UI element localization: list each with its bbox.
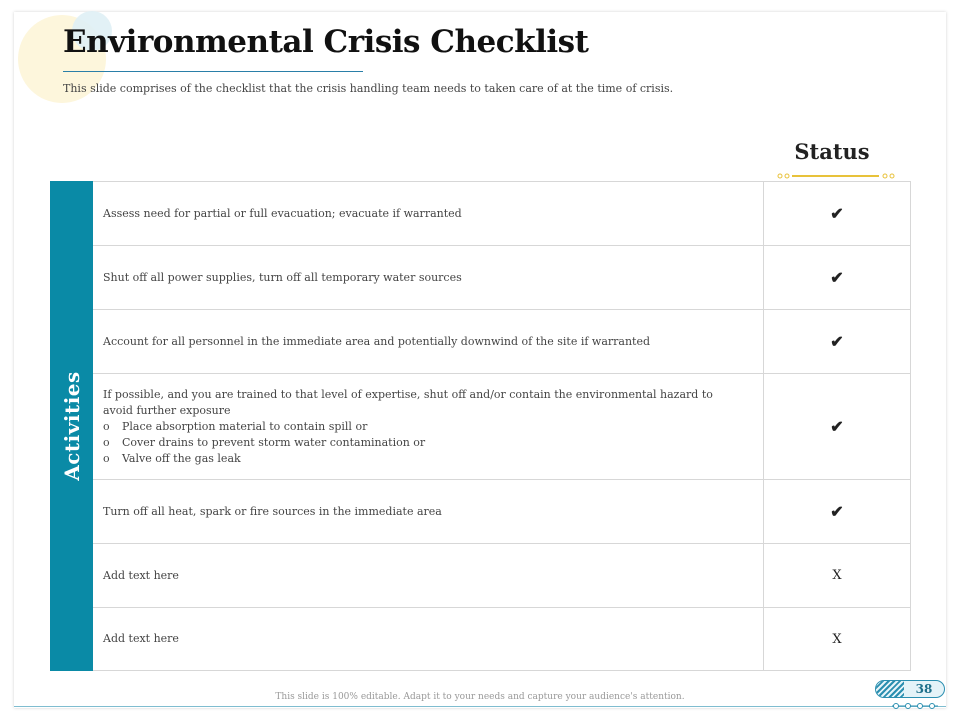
- table-row: [93, 246, 910, 310]
- table-row: [93, 608, 910, 670]
- table-row: [93, 182, 910, 246]
- status-column-header: Status: [794, 139, 870, 164]
- table-row: [93, 544, 910, 608]
- table-row: [93, 310, 910, 374]
- cross-mark: X: [832, 568, 842, 583]
- activity-cell: [93, 480, 763, 543]
- title-underline: [63, 71, 363, 72]
- subitem-text: Place absorption material to contain spill or: [122, 419, 368, 433]
- activities-sidebar: [50, 181, 93, 671]
- status-cell: [763, 182, 910, 245]
- page-title: Environmental Crisis Checklist: [63, 24, 589, 60]
- page-number-badge: [875, 680, 945, 698]
- activity-cell: [93, 246, 763, 309]
- list-item: [103, 419, 753, 435]
- checkmark-icon: ✔: [830, 204, 844, 223]
- footer-divider: [14, 706, 946, 707]
- checkmark-icon: ✔: [830, 502, 844, 521]
- activity-cell: [93, 182, 763, 245]
- hatch-pattern-icon: [876, 681, 904, 697]
- activity-text: Account for all personnel in the immediate area and potentially downwind of the site if warranted: [103, 334, 651, 348]
- list-item: [103, 451, 753, 467]
- status-cell: [763, 608, 910, 670]
- status-cell: [763, 544, 910, 607]
- checkmark-icon: ✔: [830, 332, 844, 351]
- subitem-text: Valve off the gas leak: [122, 451, 241, 465]
- checkmark-icon: ✔: [830, 268, 844, 287]
- activity-cell: [93, 544, 763, 607]
- activity-text: Assess need for partial or full evacuation; evacuate if warranted: [103, 206, 462, 220]
- bullet-icon: o: [103, 451, 110, 465]
- activity-cell: [93, 310, 763, 373]
- subitem-text: Cover drains to prevent storm water contamination or: [122, 435, 426, 449]
- status-cell: [763, 246, 910, 309]
- bullet-icon: o: [103, 435, 110, 449]
- cross-mark: X: [832, 631, 842, 647]
- status-cell: [763, 310, 910, 373]
- checkmark-icon: ✔: [830, 417, 844, 436]
- activity-text: Turn off all heat, spark or fire sources in the immediate area: [103, 504, 442, 518]
- activity-text: If possible, and you are trained to that level of expertise, shut off and/or contain the environmental hazard to avoid further exposure: [103, 387, 713, 417]
- activity-cell: [93, 608, 763, 670]
- activity-text: Shut off all power supplies, turn off all temporary water sources: [103, 270, 462, 284]
- table-row: [93, 480, 910, 544]
- footer-note: This slide is 100% editable. Adapt it to your needs and capture your audience's attention.: [275, 692, 685, 702]
- table-row: [93, 374, 910, 480]
- status-header-rule: [777, 170, 895, 180]
- checklist-table: [93, 181, 911, 671]
- list-item: [103, 435, 753, 451]
- bullet-icon: o: [103, 419, 110, 433]
- page-number: 38: [915, 682, 933, 696]
- activity-text: Add text here: [103, 568, 179, 582]
- activity-cell: [93, 374, 763, 479]
- status-cell: [763, 374, 910, 479]
- activity-text: Add text here: [103, 632, 179, 645]
- page-dots-decoration: [890, 700, 940, 712]
- status-cell: [763, 480, 910, 543]
- slide-subtitle: This slide comprises of the checklist that the crisis handling team needs to taken care of at the time of crisis.: [63, 82, 674, 95]
- activities-label: Activities: [59, 371, 84, 481]
